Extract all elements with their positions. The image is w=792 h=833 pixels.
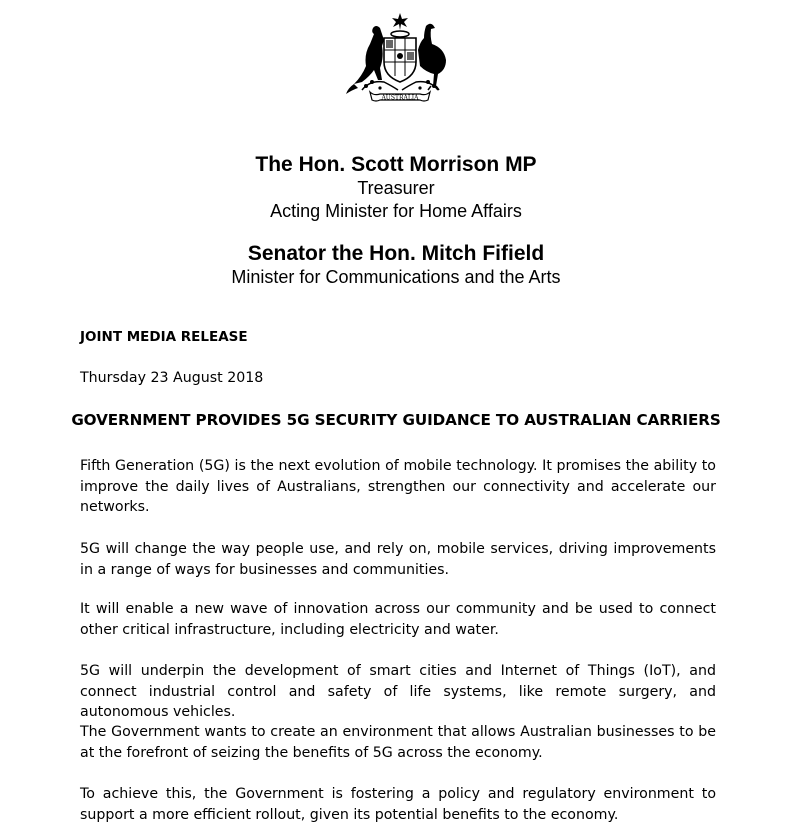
minister-2-name: Senator the Hon. Mitch Fifield <box>247 242 545 265</box>
paragraph-3: It will enable a new wave of innovation across our community and be used to connect other critical infrastructure, including electricity and water. <box>80 601 716 638</box>
kangaroo-icon <box>354 26 384 84</box>
release-headline: GOVERNMENT PROVIDES 5G SECURITY GUIDANCE TO AUSTRALIAN CARRIERS <box>71 411 721 429</box>
release-label: JOINT MEDIA RELEASE <box>80 329 248 345</box>
minister-1-title-1: Treasurer <box>357 178 435 198</box>
paragraph-2: 5G will change the way people use, and rely on, mobile services, driving improvements in a range of ways for businesses and communities. <box>80 541 716 578</box>
release-date: Thursday 23 August 2018 <box>80 370 264 386</box>
scroll-text: AUSTRALIA <box>381 94 419 102</box>
minister-1-title-2: Acting Minister for Home Affairs <box>270 201 522 221</box>
paragraph-6: To achieve this, the Government is fostering a policy and regulatory environment to support a more efficient rollout, given its potential benefits to the economy. <box>80 786 716 823</box>
minister-1-block <box>0 153 792 223</box>
paragraph-4: 5G will underpin the development of smart cities and Internet of Things (IoT), and connect industrial control and safety of life systems, like remote surgery, and autonomous vehicles. <box>80 663 716 720</box>
minister-1-name: The Hon. Scott Morrison MP <box>255 153 537 176</box>
australian-coat-of-arms-icon <box>340 10 460 105</box>
minister-2-block <box>0 242 792 289</box>
emu-icon <box>418 24 446 86</box>
commonwealth-star-icon <box>392 13 408 30</box>
minister-2-title-1: Minister for Communications and the Arts <box>231 267 561 287</box>
paragraph-5: The Government wants to create an environment that allows Australian businesses to be at the forefront of seizing the benefits of 5G across the economy. <box>80 724 716 761</box>
paragraph-1: Fifth Generation (5G) is the next evolution of mobile technology. It promises the ability to improve the daily lives of Australians, strengthen our connectivity and accelerate our networks. <box>80 458 716 515</box>
